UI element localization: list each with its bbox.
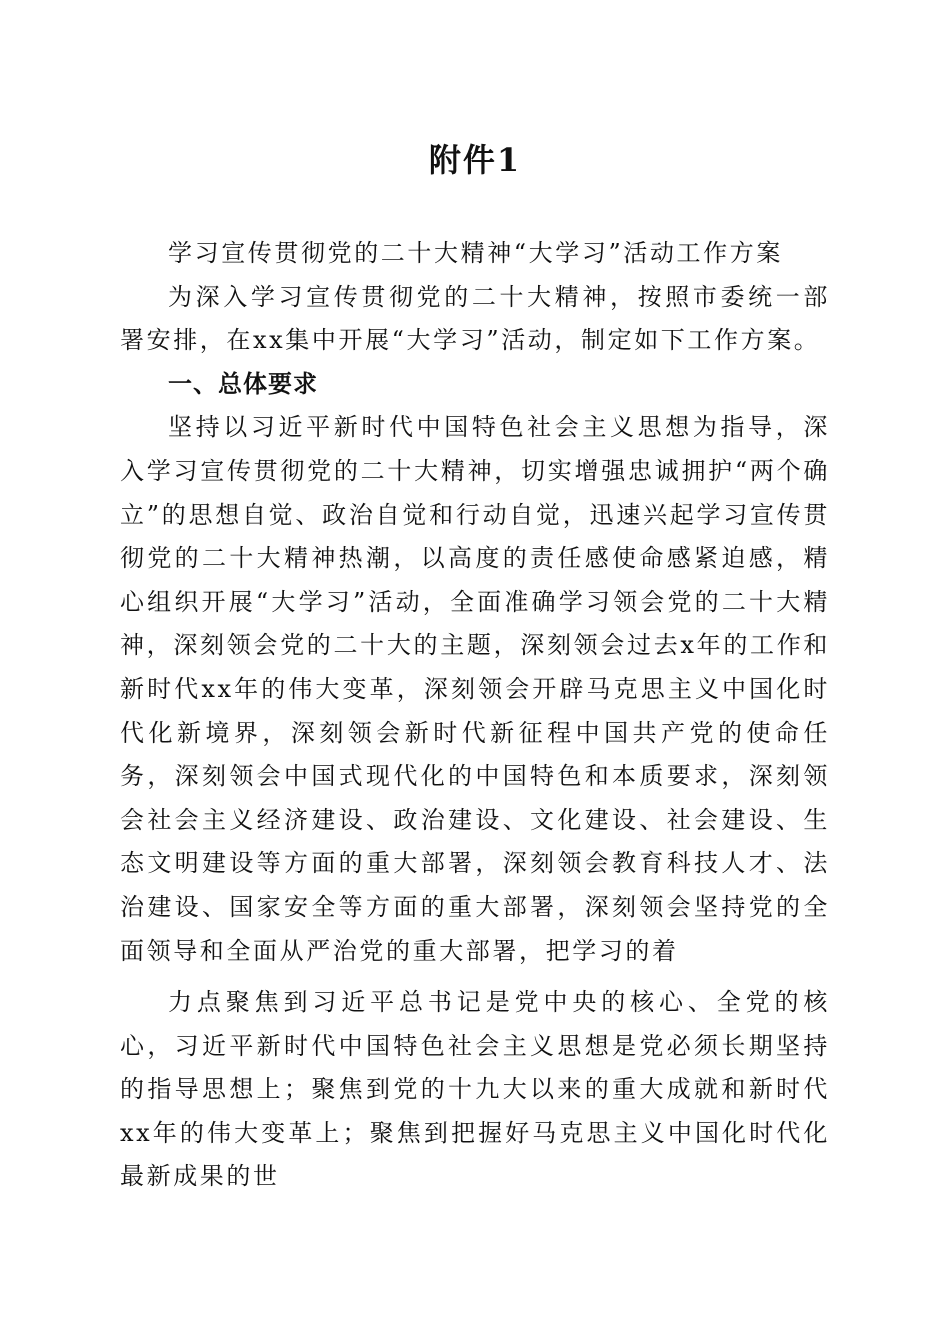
body-paragraph: 力点聚焦到习近平总书记是党中央的核心、全党的核心，习近平新时代中国特色社会主义思想是党必须长期坚持的指导思想上；聚焦到党的十九大以来的重大成就和新时代xx年的伟大变革上；聚焦到把握好马克思主义中国化时代化最新成果的世 xyxy=(120,988,830,1191)
intro-paragraph: 为深入学习宣传贯彻党的二十大精神，按照市委统一部署安排，在xx集中开展“大学习”活动，制定如下工作方案。 xyxy=(120,282,830,355)
body-paragraph: 坚持以习近平新时代中国特色社会主义思想为指导，深入学习宣传贯彻党的二十大精神，切实增强忠诚拥护“两个确立”的思想自觉、政治自觉和行动自觉，迅速兴起学习宣传贯彻党的二十大精神热潮，以高度的责任感使命感紧迫感，精心组织开展“大学习”活动，全面准确学习领会党的二十大精神，深刻领会党的二十大的主题，深刻领会过去x年的工作和新时代xx年的伟大变革，深刻领会开辟马克思主义中国化时代化新境界，深刻领会新时代新征程中国共产党的使命任务，深刻领会中国式现代化的中国特色和本质要求，深刻领会社会主义经济建设、政治建设、文化建设、社会建设、生态文明建设等方面的重大部署，深刻领会教育科技人才、法治建设、国家安全等方面的重大部署，深刻领会坚持党的全面领导和全面从严治党的重大部署，把学习的着 xyxy=(120,413,830,965)
section-heading: 一、总体要求 xyxy=(168,369,318,398)
document-body xyxy=(120,232,830,1199)
document-title: 附件1 xyxy=(428,141,522,179)
plan-title-line: 学习宣传贯彻党的二十大精神“大学习”活动工作方案 xyxy=(168,239,783,267)
